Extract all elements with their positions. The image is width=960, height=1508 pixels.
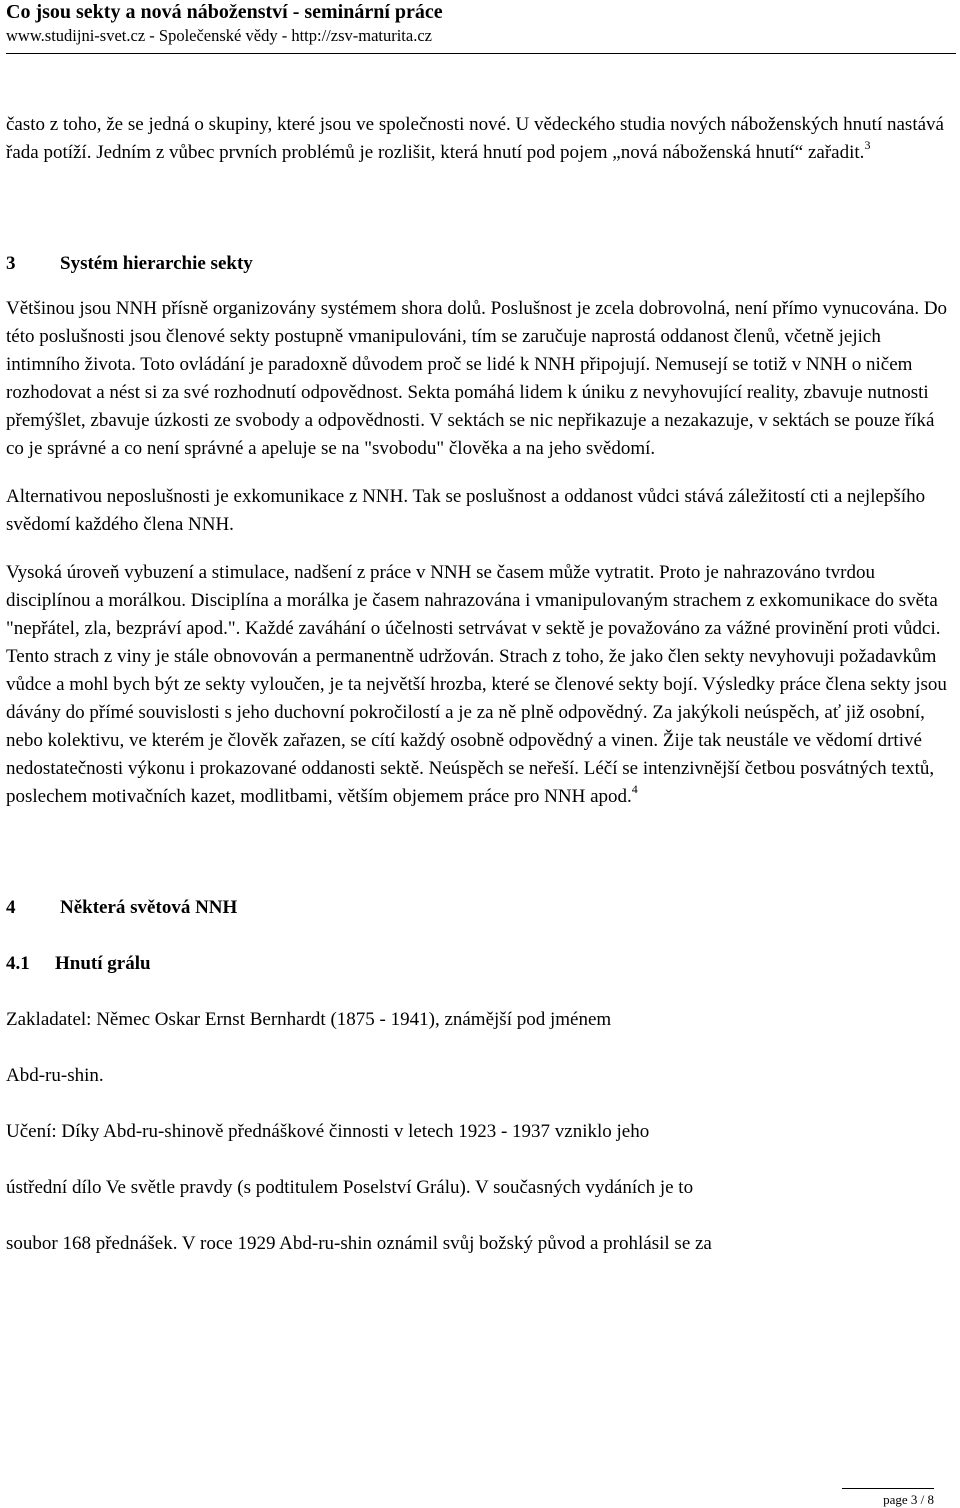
body-paragraph: [6, 559, 956, 811]
text-line: Učení: Díky Abd-ru-shinově přednáškové činnosti v letech 1923 - 1937 vzniklo jeho: [6, 1121, 650, 1142]
document-title: Co jsou sekty a nová náboženství - seminární práce: [6, 1, 443, 23]
subsection-number: 4.1: [6, 953, 30, 974]
intro-paragraph: [6, 111, 956, 167]
document-source: www.studijni-svet.cz - Společenské vědy - http://zsv-maturita.cz: [6, 26, 432, 45]
body-paragraph: Alternativou neposlušnosti je exkomunikace z NNH. Tak se poslušnost a oddanost vůdci stává záležitostí cti a nejlepšího svědomí každého člena NNH.: [6, 486, 926, 535]
intro-text: často z toho, že se jedná o skupiny, které jsou ve společnosti nové. U vědeckého studia nových náboženských hnutí nastává řada potíží. Jedním z vůbec prvních problémů je rozlišit, která hnutí pod pojem „nová náboženská hnutí“ zařadit.: [6, 114, 944, 163]
footnote-ref: 4: [631, 782, 638, 796]
text-line: Zakladatel: Němec Oskar Ernst Bernhardt (1875 - 1941), známější pod jménem: [6, 1009, 612, 1030]
subsection-heading: [6, 950, 956, 978]
text-line: Abd-ru-shin.: [6, 1065, 104, 1086]
section-heading: [6, 894, 956, 922]
subsection-title: Hnutí grálu: [55, 953, 151, 974]
section-title: Některá světová NNH: [60, 897, 238, 918]
footnote-ref: 3: [864, 138, 871, 152]
text-line: soubor 168 přednášek. V roce 1929 Abd-ru-shin oznámil svůj božský původ a prohlásil se za: [6, 1233, 712, 1254]
page-footer: [0, 1488, 960, 1508]
section-number: 4: [6, 897, 16, 918]
text-line: ústřední dílo Ve světle pravdy (s podtitulem Poselství Grálu). V současných vydáních je to: [6, 1177, 694, 1198]
section-number: 3: [6, 253, 16, 274]
document-body: [6, 111, 956, 1258]
body-paragraph-text: Vysoká úroveň vybuzení a stimulace, nadšení z práce v NNH se časem může vytratit. Proto je nahrazováno tvrdou disciplínou a morálkou. Disciplína a morálka je časem nahrazována i vmanipulovaným strachem z exkomunikace do světa "nepřátel, zla, bezpráví apod.". Každé zaváhání o účelnosti setrvávat v sektě je považováno za vážné provinění proti vůdci. Tento strach z viny je stále obnovován a permanentně udržován. Strach z toho, že jako člen sekty nevyhovuji požadavkům vůdce a mohl bych být ze sekty vyloučen, je ta největší hrozba, které se členové sekty bojí. Výsledky práce člena sekty jsou dávány do přímé souvislosti s jeho duchovní pokročilostí a je za ně plně odpovědný. Za jakýkoli neúspěch, ať již osobní, nebo kolektivu, ve kterém je člověk zařazen, se cítí každý osobně odpovědný a vinen. Žije tak neustále ve vědomí drtivé nedostatečnosti výkonu i prokazované oddanosti sektě. Neúspěch se neřeší. Léčí se intenzivnější četbou posvátných textů, poslechem motivačních kazet, modlitbami, větším objemem práce pro NNH apod.: [6, 562, 947, 807]
section-heading: [6, 250, 956, 278]
footer-divider: [842, 1488, 934, 1489]
page-number: page 3 / 8: [883, 1492, 934, 1507]
section-title: Systém hierarchie sekty: [60, 253, 253, 274]
page-header: [6, 0, 956, 54]
body-paragraph: Většinou jsou NNH přísně organizovány systémem shora dolů. Poslušnost je zcela dobrovolná, není přímo vynucována. Do této poslušnosti jsou členové sekty postupně vmanipulováni, tím se zaručuje naprostá oddanost členů, včetně jejich intimního života. Toto ovládání je paradoxně důvodem proč se lidé k NNH připojují. Nemusejí se totiž v NNH o ničem rozhodovat a nést si za své rozhodnutí odpovědnost. Sekta pomáhá lidem k úniku z nevyhovující reality, zbavuje nutnosti přemýšlet, zbavuje úzkosti ze svobody a odpovědnosti. V sektách se nic nepřikazuje a nezakazuje, v sektách se pouze říká co je správné a co není správné a apeluje se na "svobodu" člověka a na jeho svědomí.: [6, 298, 948, 459]
